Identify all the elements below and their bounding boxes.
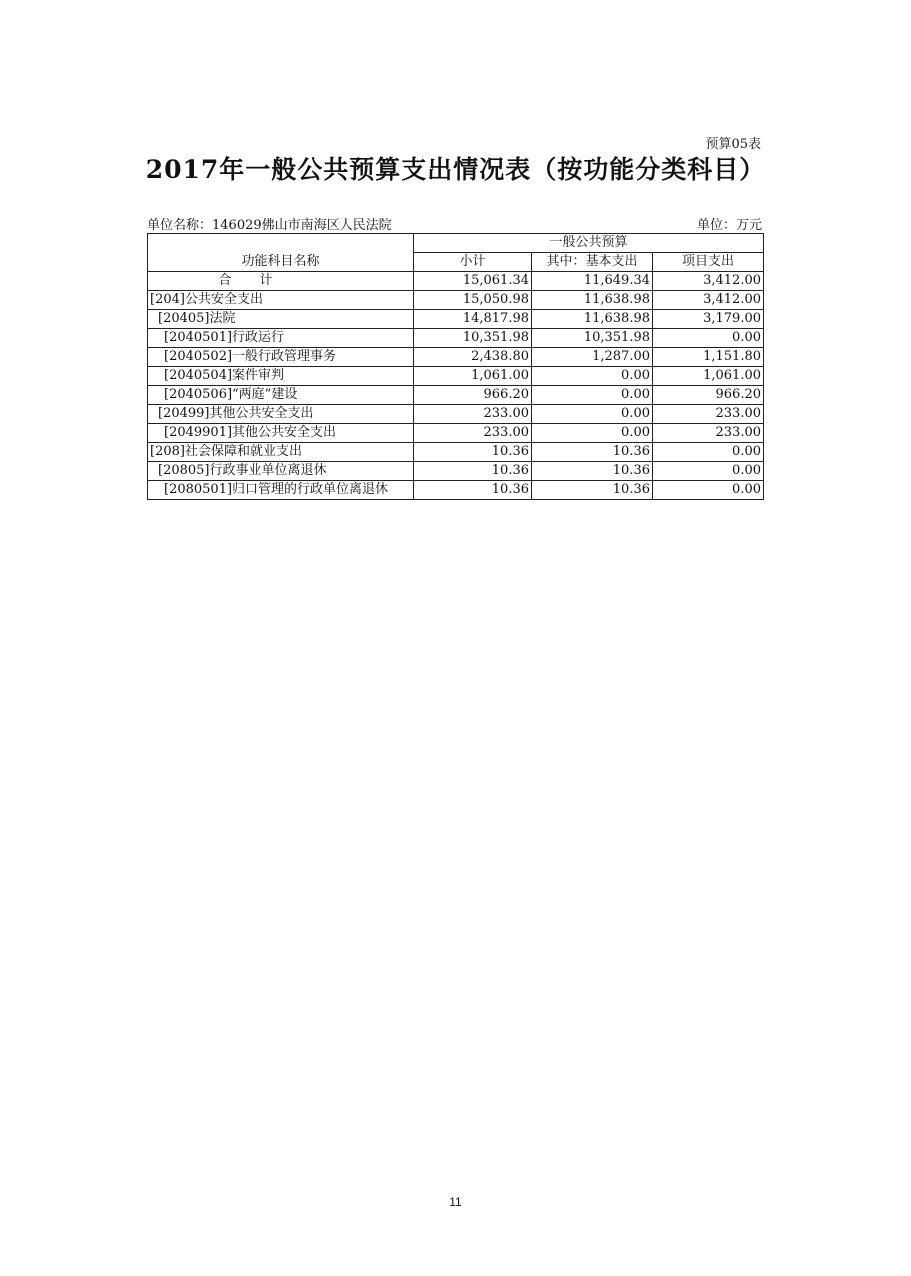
row-basic: 0.00 (532, 386, 653, 405)
table-row (148, 443, 764, 462)
budget-table (147, 233, 764, 500)
row-basic: 0.00 (532, 367, 653, 386)
row-project: 3,412.00 (653, 291, 764, 310)
row-basic: 10.36 (532, 462, 653, 481)
header-function-name: 功能科目名称 (148, 234, 414, 272)
row-basic: 11,638.98 (532, 291, 653, 310)
table-row (148, 424, 764, 443)
row-project: 3,412.00 (653, 272, 764, 291)
row-basic: 1,287.00 (532, 348, 653, 367)
table-row (148, 462, 764, 481)
row-subtotal: 966.20 (414, 386, 532, 405)
header-general-budget: 一般公共预算 (414, 234, 764, 253)
table-row (148, 329, 764, 348)
row-name: 合 计 (148, 272, 414, 291)
header-subtotal: 小计 (414, 253, 532, 272)
row-basic: 0.00 (532, 405, 653, 424)
table-row (148, 348, 764, 367)
header-project: 项目支出 (653, 253, 764, 272)
row-basic: 10.36 (532, 443, 653, 462)
row-project: 3,179.00 (653, 310, 764, 329)
row-project: 233.00 (653, 424, 764, 443)
unit-label: 单位：万元 (696, 218, 762, 233)
header-basic: 其中：基本支出 (532, 253, 653, 272)
row-name: [2049901]其他公共安全支出 (148, 424, 414, 443)
row-subtotal: 233.00 (414, 424, 532, 443)
table-row (148, 291, 764, 310)
row-name: [204]公共安全支出 (148, 291, 414, 310)
table-row (148, 310, 764, 329)
row-project: 0.00 (653, 443, 764, 462)
row-name: [20805]行政事业单位离退休 (148, 462, 414, 481)
row-basic: 11,649.34 (532, 272, 653, 291)
row-project: 1,061.00 (653, 367, 764, 386)
form-code: 预算05表 (705, 137, 761, 152)
row-name: [2040501]行政运行 (148, 329, 414, 348)
row-name: [2040506]“两庭”建设 (148, 386, 414, 405)
row-name: [20499]其他公共安全支出 (148, 405, 414, 424)
table-row (148, 386, 764, 405)
row-subtotal: 10.36 (414, 481, 532, 500)
row-subtotal: 10,351.98 (414, 329, 532, 348)
row-subtotal: 233.00 (414, 405, 532, 424)
unit-name: 单位名称：146029佛山市南海区人民法院 (147, 218, 392, 233)
row-basic: 11,638.98 (532, 310, 653, 329)
table-row (148, 405, 764, 424)
row-project: 1,151.80 (653, 348, 764, 367)
row-project: 966.20 (653, 386, 764, 405)
row-project: 0.00 (653, 329, 764, 348)
row-subtotal: 10.36 (414, 443, 532, 462)
row-name: [2080501]归口管理的行政单位离退休 (148, 481, 414, 500)
row-basic: 0.00 (532, 424, 653, 443)
row-subtotal: 15,050.98 (414, 291, 532, 310)
row-project: 0.00 (653, 481, 764, 500)
row-name: [2040502]一般行政管理事务 (148, 348, 414, 367)
row-project: 233.00 (653, 405, 764, 424)
table-row (148, 481, 764, 500)
row-project: 0.00 (653, 462, 764, 481)
row-basic: 10.36 (532, 481, 653, 500)
row-name: [208]社会保障和就业支出 (148, 443, 414, 462)
page-number: 11 (449, 1195, 462, 1209)
row-subtotal: 14,817.98 (414, 310, 532, 329)
row-name: [2040504]案件审判 (148, 367, 414, 386)
row-subtotal: 1,061.00 (414, 367, 532, 386)
header-row-group (148, 234, 764, 253)
row-subtotal: 15,061.34 (414, 272, 532, 291)
row-basic: 10,351.98 (532, 329, 653, 348)
row-subtotal: 10.36 (414, 462, 532, 481)
table-row (148, 367, 764, 386)
page-title: 2017年一般公共预算支出情况表（按功能分类科目） (145, 155, 766, 184)
row-subtotal: 2,438.80 (414, 348, 532, 367)
unit-line (147, 214, 762, 232)
row-name: [20405]法院 (148, 310, 414, 329)
table-row-total (148, 272, 764, 291)
